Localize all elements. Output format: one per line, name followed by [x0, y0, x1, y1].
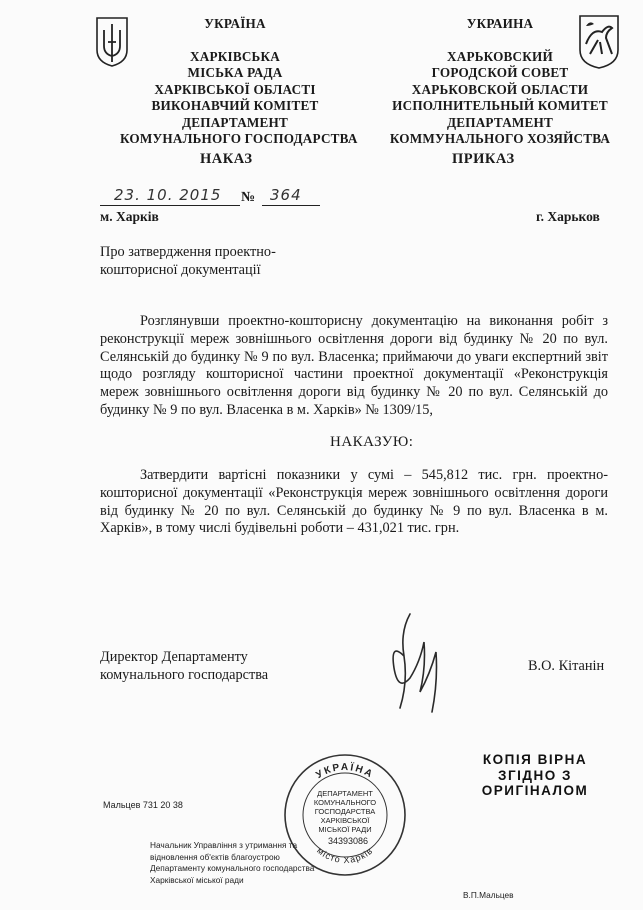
header-ua	[120, 16, 358, 148]
header-ua-country: УКРАЇНА	[204, 16, 266, 31]
header-ua-line: КОМУНАЛЬНОГО ГОСПОДАРСТВА	[120, 131, 358, 146]
header-ua-line: ХАРКІВСЬКА	[190, 48, 280, 64]
seal-line: ДЕПАРТАМЕНТ	[317, 789, 373, 798]
certifier-line: Харківської міської ради	[150, 874, 244, 885]
svg-text:УКРАЇНА	[314, 760, 375, 781]
header-ua-line: ДЕПАРТАМЕНТ	[181, 114, 289, 130]
copy-stamp-line: ОРИГІНАЛОМ	[481, 783, 589, 798]
order-title-ua: НАКАЗ	[200, 151, 253, 167]
position-line: Директор Департаменту	[100, 649, 248, 665]
copy-certified-stamp	[470, 752, 600, 799]
header-ru-line: КОММУНАЛЬНОГО ХОЗЯЙСТВА	[389, 131, 611, 146]
nakazuyu-heading: НАКАЗУЮ:	[330, 434, 414, 450]
paragraph-preamble: Розглянувши проектно-кошторисну документацію на виконання робіт з реконструкції мереж зовнішнього освітлення дороги від будинку № 20 по вул. Селянській до будинку № 9 по вул. Власенка; приймаючи до уваги експертний звіт щодо розгляду кошторисної частини проектної документації «Реконструкція мереж зовнішнього освітлення дороги від будинку № 20 по вул. Селянській до будинку № 9 по вул. Власенка в м. Харків» № 1309/15,	[100, 313, 608, 418]
seal-line: ГОСПОДАРСТВА	[314, 807, 376, 816]
svg-text:місто Харків	[315, 845, 375, 865]
copy-stamp-line: ЗГІДНО З	[498, 767, 572, 783]
order-number: 364	[270, 186, 302, 204]
header-ua-line: ВИКОНАВЧИЙ КОМІТЕТ	[151, 98, 319, 113]
date-line	[100, 205, 240, 206]
signatory-name: В.О. Кітанін	[528, 658, 605, 674]
city-ua: м. Харків	[100, 209, 159, 224]
header-ru-line: ДЕПАРТАМЕНТ	[446, 114, 554, 130]
certifier-name: В.П.Мальцев	[463, 890, 514, 900]
header-ru	[380, 16, 620, 148]
header-ru-line: ИСПОЛНИТЕЛЬНЫЙ КОМИТЕТ	[392, 98, 608, 113]
seal-line: ХАРКІВСЬКОЇ	[320, 816, 370, 825]
seal-code: 34393086	[327, 836, 369, 846]
position-line: комунального господарства	[100, 667, 269, 683]
number-line	[262, 205, 320, 206]
executor-info: Мальцев 731 20 38	[103, 800, 183, 810]
order-date: 23. 10. 2015	[114, 186, 222, 204]
header-ua-line: ХАРКІВСЬКОЇ ОБЛАСТІ	[154, 81, 316, 97]
subject-line: Про затвердження проектно-	[100, 244, 276, 260]
header-ru-country: УКРАИНА	[466, 16, 534, 31]
subject	[100, 244, 276, 279]
handwritten-signature	[380, 612, 450, 720]
header-ru-line: ГОРОДСКОЙ СОВЕТ	[431, 65, 569, 80]
header-ru-line: ХАРЬКОВСКИЙ	[447, 48, 553, 64]
certifier-line: Департаменту комунального господарства	[150, 863, 315, 873]
city-ru: г. Харьков	[536, 209, 600, 224]
seal-line: МІСЬКОЇ РАДИ	[318, 825, 372, 834]
certifier-line: відновлення об'єктів благоустрою	[150, 851, 280, 862]
copy-stamp-line: КОПІЯ ВІРНА	[482, 752, 588, 767]
seal-line: КОМУНАЛЬНОГО	[313, 798, 377, 807]
order-title-ru: ПРИКАЗ	[452, 151, 515, 167]
certifier-line: Начальник Управління з утримання та	[150, 840, 298, 850]
subject-line: кошторисної документації	[100, 261, 261, 278]
certifier-block	[150, 840, 314, 886]
seal-top-text: УКРАЇНА	[314, 761, 376, 782]
number-label: №	[241, 190, 256, 205]
signatory-position	[100, 648, 268, 684]
header-ua-line: МІСЬКА РАДА	[187, 65, 283, 80]
seal-bottom-text: місто Харків	[315, 845, 375, 866]
paragraph-decision: Затвердити вартісні показники у сумі – 545,812 тис. грн. проектно-кошторисної документації «Реконструкція мереж зовнішнього освітлення дороги від будинку № 20 по вул. Селянській до будинку № 9 по вул. Власенка в м. Харків», в тому числі будівельні роботи – 431,021 тис. грн.	[100, 467, 608, 537]
header-ru-line: ХАРЬКОВСКОЙ ОБЛАСТИ	[411, 81, 589, 97]
